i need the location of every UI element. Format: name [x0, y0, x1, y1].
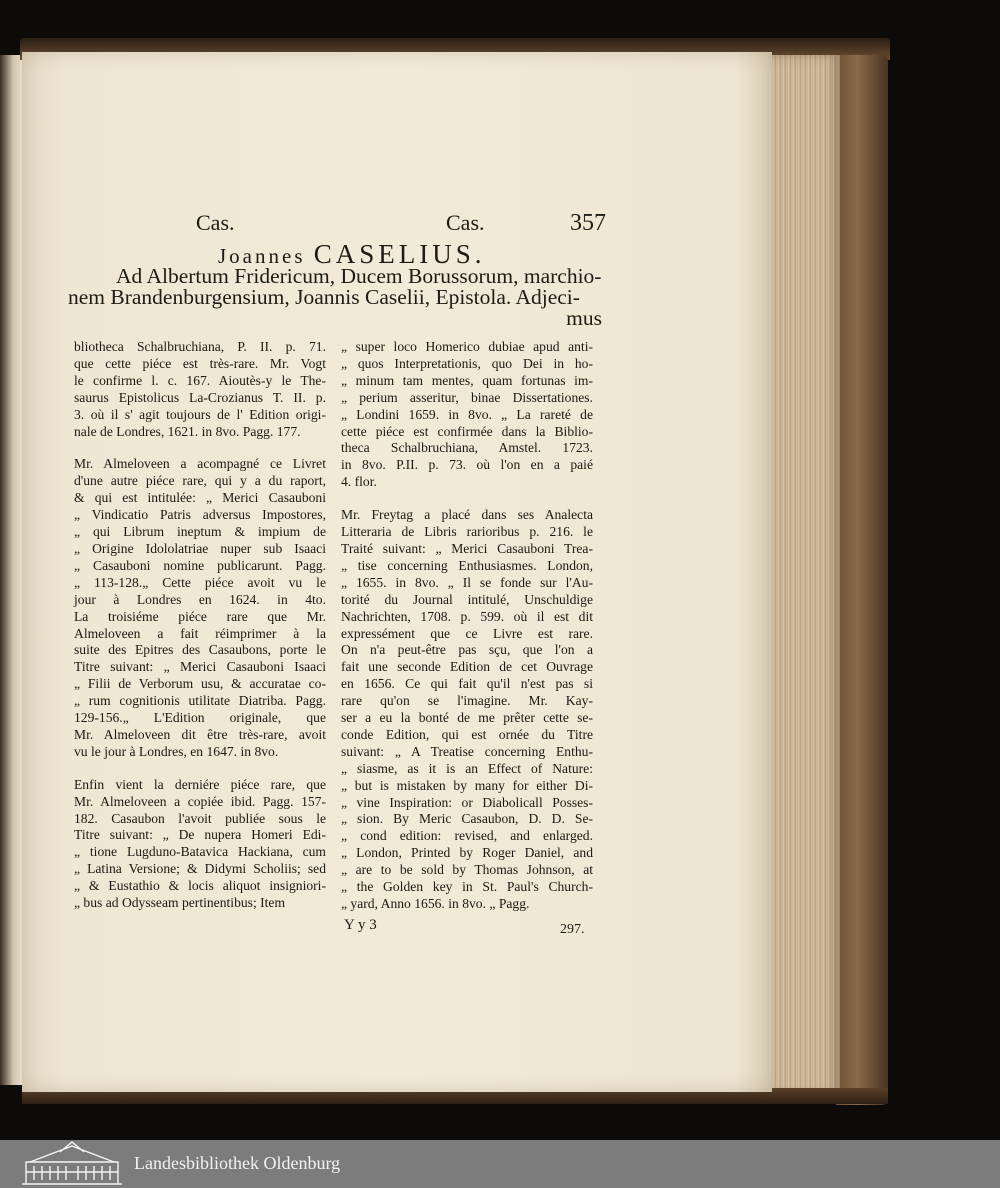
left-page-edge [0, 55, 22, 1085]
header-left: Cas. [196, 210, 235, 235]
text-line: le confirme l. c. 167. Aioutès-y le The- [74, 372, 326, 388]
text-line: cette piéce est confirmée dans la Biblio- [341, 423, 593, 439]
text-line: „ bus ad Odysseam pertinentibus; Item [74, 895, 286, 911]
running-header [22, 210, 622, 240]
text-line: „ tise concerning Enthusiasmes. London, [341, 557, 593, 573]
text-line: „ cond edition: revised, and enlarged. [341, 828, 593, 844]
text-line: On n'a peut-être pas sçu, que l'on a [341, 642, 593, 658]
text-line: „ tione Lugduno-Batavica Hackiana, cum [74, 844, 326, 860]
text-line: 3. où il s' agit toujours de l' Edition origi- [74, 406, 326, 422]
text-line: 4. flor. [341, 474, 377, 490]
book-cover-right [836, 55, 888, 1105]
text-line [74, 761, 326, 777]
text-line: fait une seconde Edition de cet Ouvrage [341, 659, 593, 675]
text-line: „ qui Librum ineptum & impium de [74, 524, 326, 540]
page-fore-edge [762, 55, 840, 1095]
text-line: Almeloveen a fait réimprimer à la [74, 625, 326, 641]
text-line: Mr. Almeloveen a copiée ibid. Pagg. 157- [74, 793, 326, 809]
text-line: „ London, Printed by Roger Daniel, and [341, 845, 593, 861]
text-line: „ siasme, as it is an Effect of Nature: [341, 760, 593, 776]
title-line-3: mus [566, 306, 602, 330]
text-line: & qui est intitulée: „ Merici Casauboni [74, 490, 326, 506]
text-line: Nachrichten, 1708. p. 599. où il est dit [341, 608, 593, 624]
text-line: ser a eu la bonté de me prêter cette se- [341, 710, 593, 726]
entry-title [68, 266, 602, 329]
text-line: „ Latina Versione; & Didymi Scholiis; sed [74, 861, 326, 877]
text-line: „ rum cognitionis utilitate Diatriba. Pagg. [74, 693, 326, 709]
title-line-1: Ad Albertum Fridericum, Ducem Borussorum, marchio- [116, 264, 602, 288]
text-line: 129-156.„ L'Edition originale, que [74, 710, 326, 726]
text-line: „ perium asseritur, binae Dissertationes. [341, 389, 593, 405]
text-line: torité du Journal intitulé, Unschuldige [341, 591, 593, 607]
signature-mark: Y y 3 [344, 917, 377, 933]
text-line: in 8vo. P.II. p. 73. où l'on en a paié [341, 457, 593, 473]
text-line: Mr. Almeloveen a acompagné ce Livret [74, 456, 326, 472]
text-line: que cette piéce est très-rare. Mr. Vogt [74, 355, 326, 371]
page-number: 357 [570, 210, 606, 236]
text-line: Mr. Almeloveen dit être très-rare, avoit [74, 726, 326, 742]
left-text-column [74, 339, 326, 912]
text-line: „ sion. By Meric Casaubon, D. D. Se- [341, 811, 593, 827]
text-line: Enfin vient la derniére piéce rare, que [74, 776, 326, 792]
text-line: La troisiéme piéce rare que Mr. [74, 608, 326, 624]
text-line: Mr. Freytag a placé dans ses Analecta [341, 507, 593, 523]
text-line: „ 113-128.„ Cette piéce avoit vu le [74, 574, 326, 590]
text-line: „ Vindicatio Patris adversus Impostores, [74, 507, 326, 523]
text-line: d'une autre piéce rare, qui y a du raport, [74, 473, 326, 489]
text-line: suite des Epitres des Casaubons, porte le [74, 642, 326, 658]
text-line: „ minum tam mentes, quam fortunas im- [341, 372, 593, 388]
text-line: saurus Epistolicus La-Crozianus T. II. p. [74, 389, 326, 405]
text-line: nale de Londres, 1621. in 8vo. Pagg. 177. [74, 423, 301, 439]
text-line: rare qu'on se l'imagine. Mr. Kay- [341, 693, 593, 709]
text-line: „ Origine Idololatriae nuper sub Isaaci [74, 540, 326, 556]
text-line: „ Londini 1659. in 8vo. „ La rareté de [341, 406, 593, 422]
library-building-icon [20, 1140, 124, 1186]
text-line: „ 1655. in 8vo. „ Il se fonde sur l'Au- [341, 574, 593, 590]
text-line: „ yard, Anno 1656. in 8vo. „ Pagg. [341, 896, 530, 911]
text-line: expressément que ce Livre est rare. [341, 625, 593, 641]
text-line: „ & Eustathio & locis aliquot insigniori- [74, 878, 326, 894]
text-line: vu le jour à Londres, en 1647. in 8vo. [74, 743, 279, 759]
text-line [341, 491, 593, 507]
text-line: „ vine Inspiration: or Diabolicall Posses- [341, 794, 593, 810]
library-name: Landesbibliothek Oldenburg [134, 1153, 341, 1173]
text-line: Titre suivant: „ De nupera Homeri Edi- [74, 827, 326, 843]
text-line: „ Filii de Verborum usu, & accuratae co- [74, 676, 326, 692]
text-line: Litteraria de Libris rarioribus p. 216. le [341, 524, 593, 540]
text-line: „ are to be sold by Thomas Johnson, at [341, 862, 593, 878]
text-line: „ the Golden key in St. Paul's Church- [341, 879, 593, 895]
right-text-column [341, 339, 593, 913]
header-middle: Cas. [446, 210, 485, 235]
author-last-name: CASELIUS. [313, 239, 486, 269]
text-line [74, 440, 326, 456]
text-line: Titre suivant: „ Merici Casauboni Isaaci [74, 659, 326, 675]
text-line: bliotheca Schalbruchiana, P. II. p. 71. [74, 339, 326, 354]
text-line: „ super loco Homerico dubiae apud anti- [341, 339, 593, 354]
text-line: „ quos Interpretationis, quo Dei in ho- [341, 355, 593, 371]
text-line: „ but is mistaken by many for either Di- [341, 777, 593, 793]
text-line: 182. Casaubon l'avoit publiée sous le [74, 810, 326, 826]
title-line-2: nem Brandenburgensium, Joannis Caselii, Epistola. Adjeci- [68, 285, 580, 309]
text-line: en 1656. Ce qui fait qu'il n'est pas si [341, 676, 593, 692]
text-line: Traité suivant: „ Merici Casauboni Trea- [341, 540, 593, 556]
text-line: „ Casauboni nomine publicarunt. Pagg. [74, 557, 326, 573]
catchword: 297. [560, 922, 585, 937]
author-first-name: Joannes [218, 244, 306, 268]
text-line: theca Schalbruchiana, Amstel. 1723. [341, 440, 593, 456]
library-footer-bar [0, 1140, 1000, 1188]
text-line: jour à Londres en 1624. in 4to. [74, 591, 326, 607]
book-page [22, 52, 772, 1092]
text-line: suivant: „ A Treatise concerning Enthu- [341, 743, 593, 759]
text-line: conde Edition, qui est ornée du Titre [341, 726, 593, 742]
